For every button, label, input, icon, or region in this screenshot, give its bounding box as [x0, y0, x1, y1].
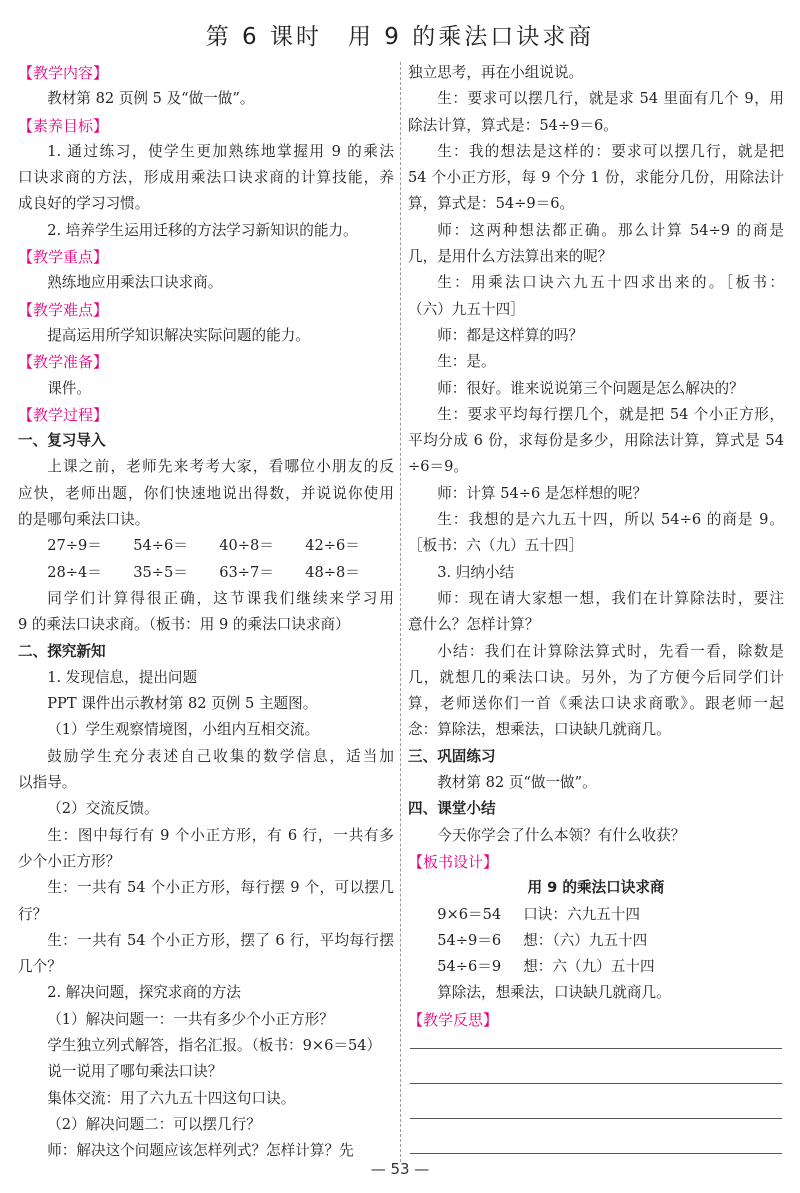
paragraph-line: 同学们计算得很正确，这节课我们继续来学习用 — [47, 589, 394, 607]
board-row — [408, 928, 784, 954]
section-heading: 【教学难点】 — [18, 300, 109, 319]
board-note: 算除法，想乘法，口诀缺几就商几。 — [437, 984, 671, 1002]
paragraph-line: 行？ — [18, 905, 48, 923]
paragraph-line: 成良好的学习习惯。 — [18, 195, 150, 213]
board-cell: 54÷6＝9 — [437, 958, 502, 976]
board-cell: 9×6＝54 — [437, 905, 502, 923]
paragraph-line: 2. 培养学生运用迁移的方法学习新知识的能力。 — [47, 221, 358, 239]
paragraph-line: 算，算式是：54÷9＝6。 — [408, 195, 575, 213]
subsection-heading: 一、复习导入 — [18, 432, 106, 450]
paragraph-line: 念：算除法，想乘法，口诀缺几就商几。 — [408, 721, 671, 739]
paragraph-line: （1）学生观察情境图，小组内互相交流。 — [47, 721, 320, 739]
paragraph-line: 意什么？怎样计算？ — [408, 616, 540, 634]
paragraph-line: 生：是。 — [437, 353, 496, 371]
paragraph-line: 师：计算 54÷6 是怎样想的呢？ — [437, 484, 648, 502]
paragraph-line: 上课之前，老师先来考考大家，看哪位小朋友的反 — [47, 458, 394, 476]
paragraph-line: 生：要求平均每行摆几个，就是把 54 个小正方形， — [437, 405, 784, 423]
reflection-writing-line — [410, 1118, 782, 1119]
paragraph-line: 生：一共有 54 个小正方形，每行摆 9 个，可以摆几 — [47, 879, 394, 897]
page-number: — 53 — — [370, 1160, 430, 1178]
exercise-item: 48÷8＝ — [305, 563, 360, 581]
section-heading: 【教学重点】 — [18, 248, 109, 267]
paragraph-line: 9 的乘法口诀求商。（板书：用 9 的乘法口诀求商） — [18, 616, 350, 634]
column-divider — [400, 62, 401, 1162]
paragraph-line: 集体交流：用了六九五十四这句口诀。 — [47, 1089, 296, 1107]
board-row — [408, 954, 784, 980]
exercise-item: 54÷6＝ — [133, 537, 188, 555]
paragraph-line: 1. 发现信息，提出问题 — [47, 668, 198, 686]
paragraph-line: 生：我想的是六九五十四，所以 54÷6 的商是 9。 — [437, 511, 784, 529]
board-cell: 54÷9＝6 — [437, 931, 502, 949]
exercise-item: 40÷8＝ — [219, 537, 274, 555]
paragraph-line: ［板书：六（九）五十四］ — [408, 537, 584, 555]
board-row — [408, 902, 784, 928]
paragraph-line: 课件。 — [47, 379, 91, 397]
paragraph-line: 1. 通过练习，使学生更加熟练地掌握用 9 的乘法 — [47, 142, 394, 160]
paragraph-line: 师：解决这个问题应该怎样列式？怎样计算？先 — [47, 1142, 354, 1160]
section-heading: 【教学准备】 — [18, 353, 109, 372]
section-heading: 【教学过程】 — [18, 405, 109, 424]
subsection-heading: 二、探究新知 — [18, 642, 106, 660]
paragraph-line: 今天你学会了什么本领？有什么收获？ — [437, 826, 686, 844]
reflection-writing-line — [410, 1048, 782, 1049]
paragraph-line: 教材第 82 页“做一做”。 — [437, 774, 597, 792]
paragraph-line: 鼓励学生充分表述自己收集的数学信息，适当加 — [47, 747, 394, 765]
paragraph-line: 几个？ — [18, 958, 62, 976]
paragraph-line: （2）解决问题二：可以摆几行？ — [47, 1115, 261, 1133]
board-title: 用 9 的乘法口诀求商 — [527, 879, 665, 897]
section-heading: 【素养目标】 — [18, 116, 109, 135]
exercise-item: 42÷6＝ — [305, 537, 360, 555]
paragraph-line: 提高运用所学知识解决实际问题的能力。 — [47, 326, 310, 344]
paragraph-line: 口诀求商的方法，形成用乘法口诀求商的计算技能，养 — [18, 169, 394, 187]
exercise-row — [18, 533, 394, 559]
board-cell: 想：（六）九五十四 — [523, 931, 648, 949]
board-cell: 想：六（九）五十四 — [523, 958, 655, 976]
left-column — [18, 60, 394, 1164]
exercise-item: 35÷5＝ — [133, 563, 188, 581]
paragraph-line: （2）交流反馈。 — [47, 800, 159, 818]
paragraph-line: 师：现在请大家想一想，我们在计算除法时，要注 — [437, 589, 784, 607]
right-column — [408, 60, 784, 1033]
exercise-item: 27÷9＝ — [47, 537, 102, 555]
paragraph-line: 师：这两种想法都正确。那么计算 54÷9 的商是 — [437, 221, 784, 239]
paragraph-line: 应快，老师出题，你们快速地说出得数，并说说你使用 — [18, 484, 394, 502]
paragraph-line: 54 个小正方形，每 9 个分 1 份，求能分几份，用除法计 — [408, 169, 784, 187]
paragraph-line: 学生独立列式解答，指名汇报。（板书：9×6＝54） — [47, 1036, 382, 1054]
subsection-heading: 三、巩固练习 — [408, 747, 496, 765]
paragraph-line: 生：图中每行有 9 个小正方形，有 6 行，一共有多 — [47, 826, 394, 844]
paragraph-line: 3. 归纳小结 — [437, 563, 515, 581]
reflection-writing-line — [410, 1153, 782, 1154]
paragraph-line: 熟练地应用乘法口诀求商。 — [47, 274, 223, 292]
reflection-writing-line — [410, 1083, 782, 1084]
paragraph-line: 小结：我们在计算除法算式时，先看一看，除数是 — [437, 642, 784, 660]
exercise-item: 28÷4＝ — [47, 563, 102, 581]
paragraph-line: 师：都是这样算的吗？ — [437, 326, 584, 344]
paragraph-line: 少个小正方形？ — [18, 852, 121, 870]
section-heading: 【教学内容】 — [18, 64, 109, 82]
paragraph-line: 的是哪句乘法口诀。 — [18, 511, 150, 529]
paragraph-line: 平均分成 6 份，求每份是多少，用除法计算，算式是 54 — [408, 432, 784, 450]
section-heading: 【教学反思】 — [408, 1010, 499, 1029]
board-cell: 口诀：六九五十四 — [523, 905, 640, 923]
paragraph-line: 生：要求可以摆几行，就是求 54 里面有几个 9，用 — [437, 90, 784, 108]
paragraph-line: 算，老师送你们一首《乘法口诀求商歌》。跟老师一起 — [408, 695, 784, 713]
exercise-row — [18, 560, 394, 586]
paragraph-line: 除法计算，算式是：54÷9＝6。 — [408, 116, 618, 134]
paragraph-line: 生：我的想法是这样的：要求可以摆几行，就是把 — [437, 142, 784, 160]
paragraph-line: PPT 课件出示教材第 82 页例 5 主题图。 — [47, 695, 318, 713]
lesson-title: 第 6 课时 用 9 的乘法口诀求商 — [205, 24, 595, 50]
paragraph-line: 生：一共有 54 个小正方形，摆了 6 行，平均每行摆 — [47, 931, 394, 949]
paragraph-line: ÷6＝9。 — [408, 458, 468, 476]
paragraph-line: 2. 解决问题，探究求商的方法 — [47, 984, 241, 1002]
paragraph-line: 几，就想几的乘法口诀。另外，为了方便今后同学们计 — [408, 668, 784, 686]
paragraph-line: 几，是用什么方法算出来的呢？ — [408, 248, 613, 266]
exercise-item: 63÷7＝ — [219, 563, 274, 581]
paragraph-line: 以指导。 — [18, 774, 77, 792]
paragraph-line: 说一说用了哪句乘法口诀？ — [47, 1063, 223, 1081]
section-heading: 【板书设计】 — [408, 852, 499, 871]
subsection-heading: 四、课堂小结 — [408, 800, 496, 818]
paragraph-line: 独立思考，再在小组说说。 — [408, 64, 584, 81]
paragraph-line: （六）九五十四］ — [408, 300, 525, 318]
paragraph-line: 生：用乘法口诀六九五十四求出来的。［板书： — [437, 274, 784, 292]
paragraph-line: 师：很好。谁来说说第三个问题是怎么解决的？ — [437, 379, 744, 397]
paragraph-line: 教材第 82 页例 5 及“做一做”。 — [47, 90, 255, 108]
paragraph-line: （1）解决问题一：一共有多少个小正方形？ — [47, 1010, 334, 1028]
